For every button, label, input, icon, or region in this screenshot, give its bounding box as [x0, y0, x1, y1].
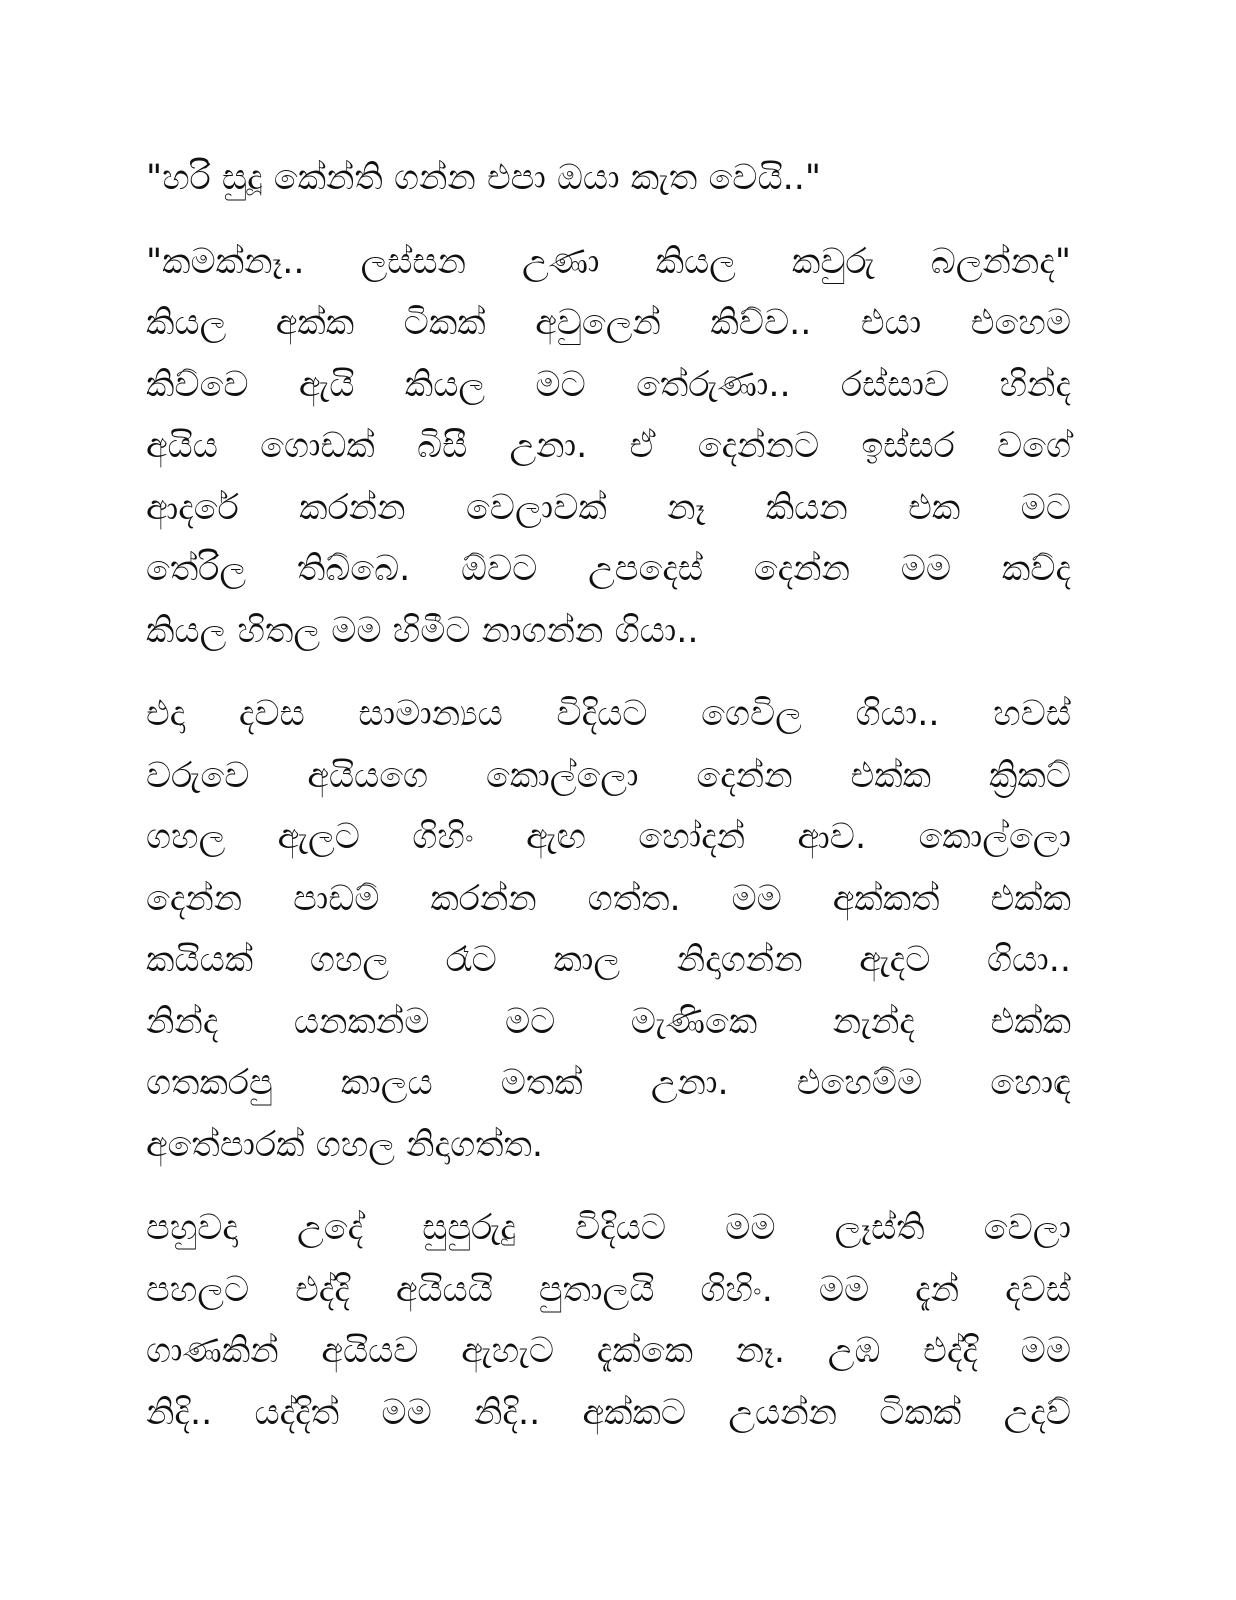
- text-line: කිව්වෙ ඇයි කියල මට තේරුණා.. රස්සාව හින්ද: [146, 364, 1071, 405]
- text-line: නින්ද යනකන්ම මට මැණිකෙ නැන්ද එක්ක: [146, 1001, 1071, 1042]
- story-text: [146, 148, 1071, 1466]
- text-line: ගාණකින් අයියව ඇහැට දැක්කෙ නෑ. උඹ එද්දි මම: [146, 1331, 1071, 1371]
- text-line: නිදි.. යද්දිත් මම නිදි.. අක්කට උයන්න ටිකක් උදව්: [146, 1392, 1071, 1433]
- text-line: අයිය ගොඩක් බිසී උනා. ඒ දෙන්නට ඉස්සර වගේ: [146, 426, 1071, 466]
- paragraph-1: [146, 148, 1071, 210]
- text-line: තේරිල තිබ්බෙ. ඕවට උපදෙස් දෙන්න මම කව්ද: [146, 549, 1071, 589]
- text-line: ආදරේ කරන්න වෙලාවක් නෑ කියන එක මට: [146, 487, 1071, 528]
- text-line: එදා දවස සාමාන්‍යය විදියට ගෙවිල ගියා.. හවස්: [146, 694, 1071, 734]
- paragraph-4: [146, 1198, 1071, 1444]
- text-line: වරුවෙ අයියගෙ කොල්ලො දෙන්න එක්ක ක්‍රිකට්: [146, 755, 1071, 796]
- text-line: පහුවදා උදේ සුපුරුදු විදියට මම ලෑස්ති වෙලා: [146, 1208, 1071, 1248]
- text-line: පහලට එද්දි අයියයි පුතාලයි ගිහිං. මම දැන් දවස්: [146, 1269, 1071, 1310]
- text-line: කියල අක්ක ටිකක් අවුලෙන් කිව්ව.. එයා එහෙම: [146, 303, 1071, 343]
- text-line: කියල හිතල මම හිමීට නාගන්න ගියා..: [146, 610, 699, 651]
- paragraph-3: [146, 684, 1071, 1176]
- text-line: කයියක් ගහල රෑට කාල නිදාගන්න ඇදට ගියා..: [146, 940, 1071, 980]
- text-line: "කමක්නෑ.. ලස්සන උණා කියල කවුරු බලන්නද": [146, 241, 1071, 282]
- text-line: ගහල ඇලට ගිහිං ඇඟ හෝදන් ආව. කොල්ලො: [146, 817, 1071, 857]
- text-line: අතේපාරක් ගහල නිදාගත්ත.: [146, 1124, 544, 1165]
- text-line: "හරි සුදූ කේන්ති ගන්න එපා ඔයා කැත වෙයි..": [146, 158, 821, 198]
- text-line: ගතකරපු කාලය මතක් උනා. එහෙම්ම හොඳ: [146, 1063, 1071, 1103]
- text-line: දෙන්න පාඩම් කරන්න ගත්ත. මම අක්කත් එක්ක: [146, 878, 1071, 919]
- paragraph-2: [146, 232, 1071, 663]
